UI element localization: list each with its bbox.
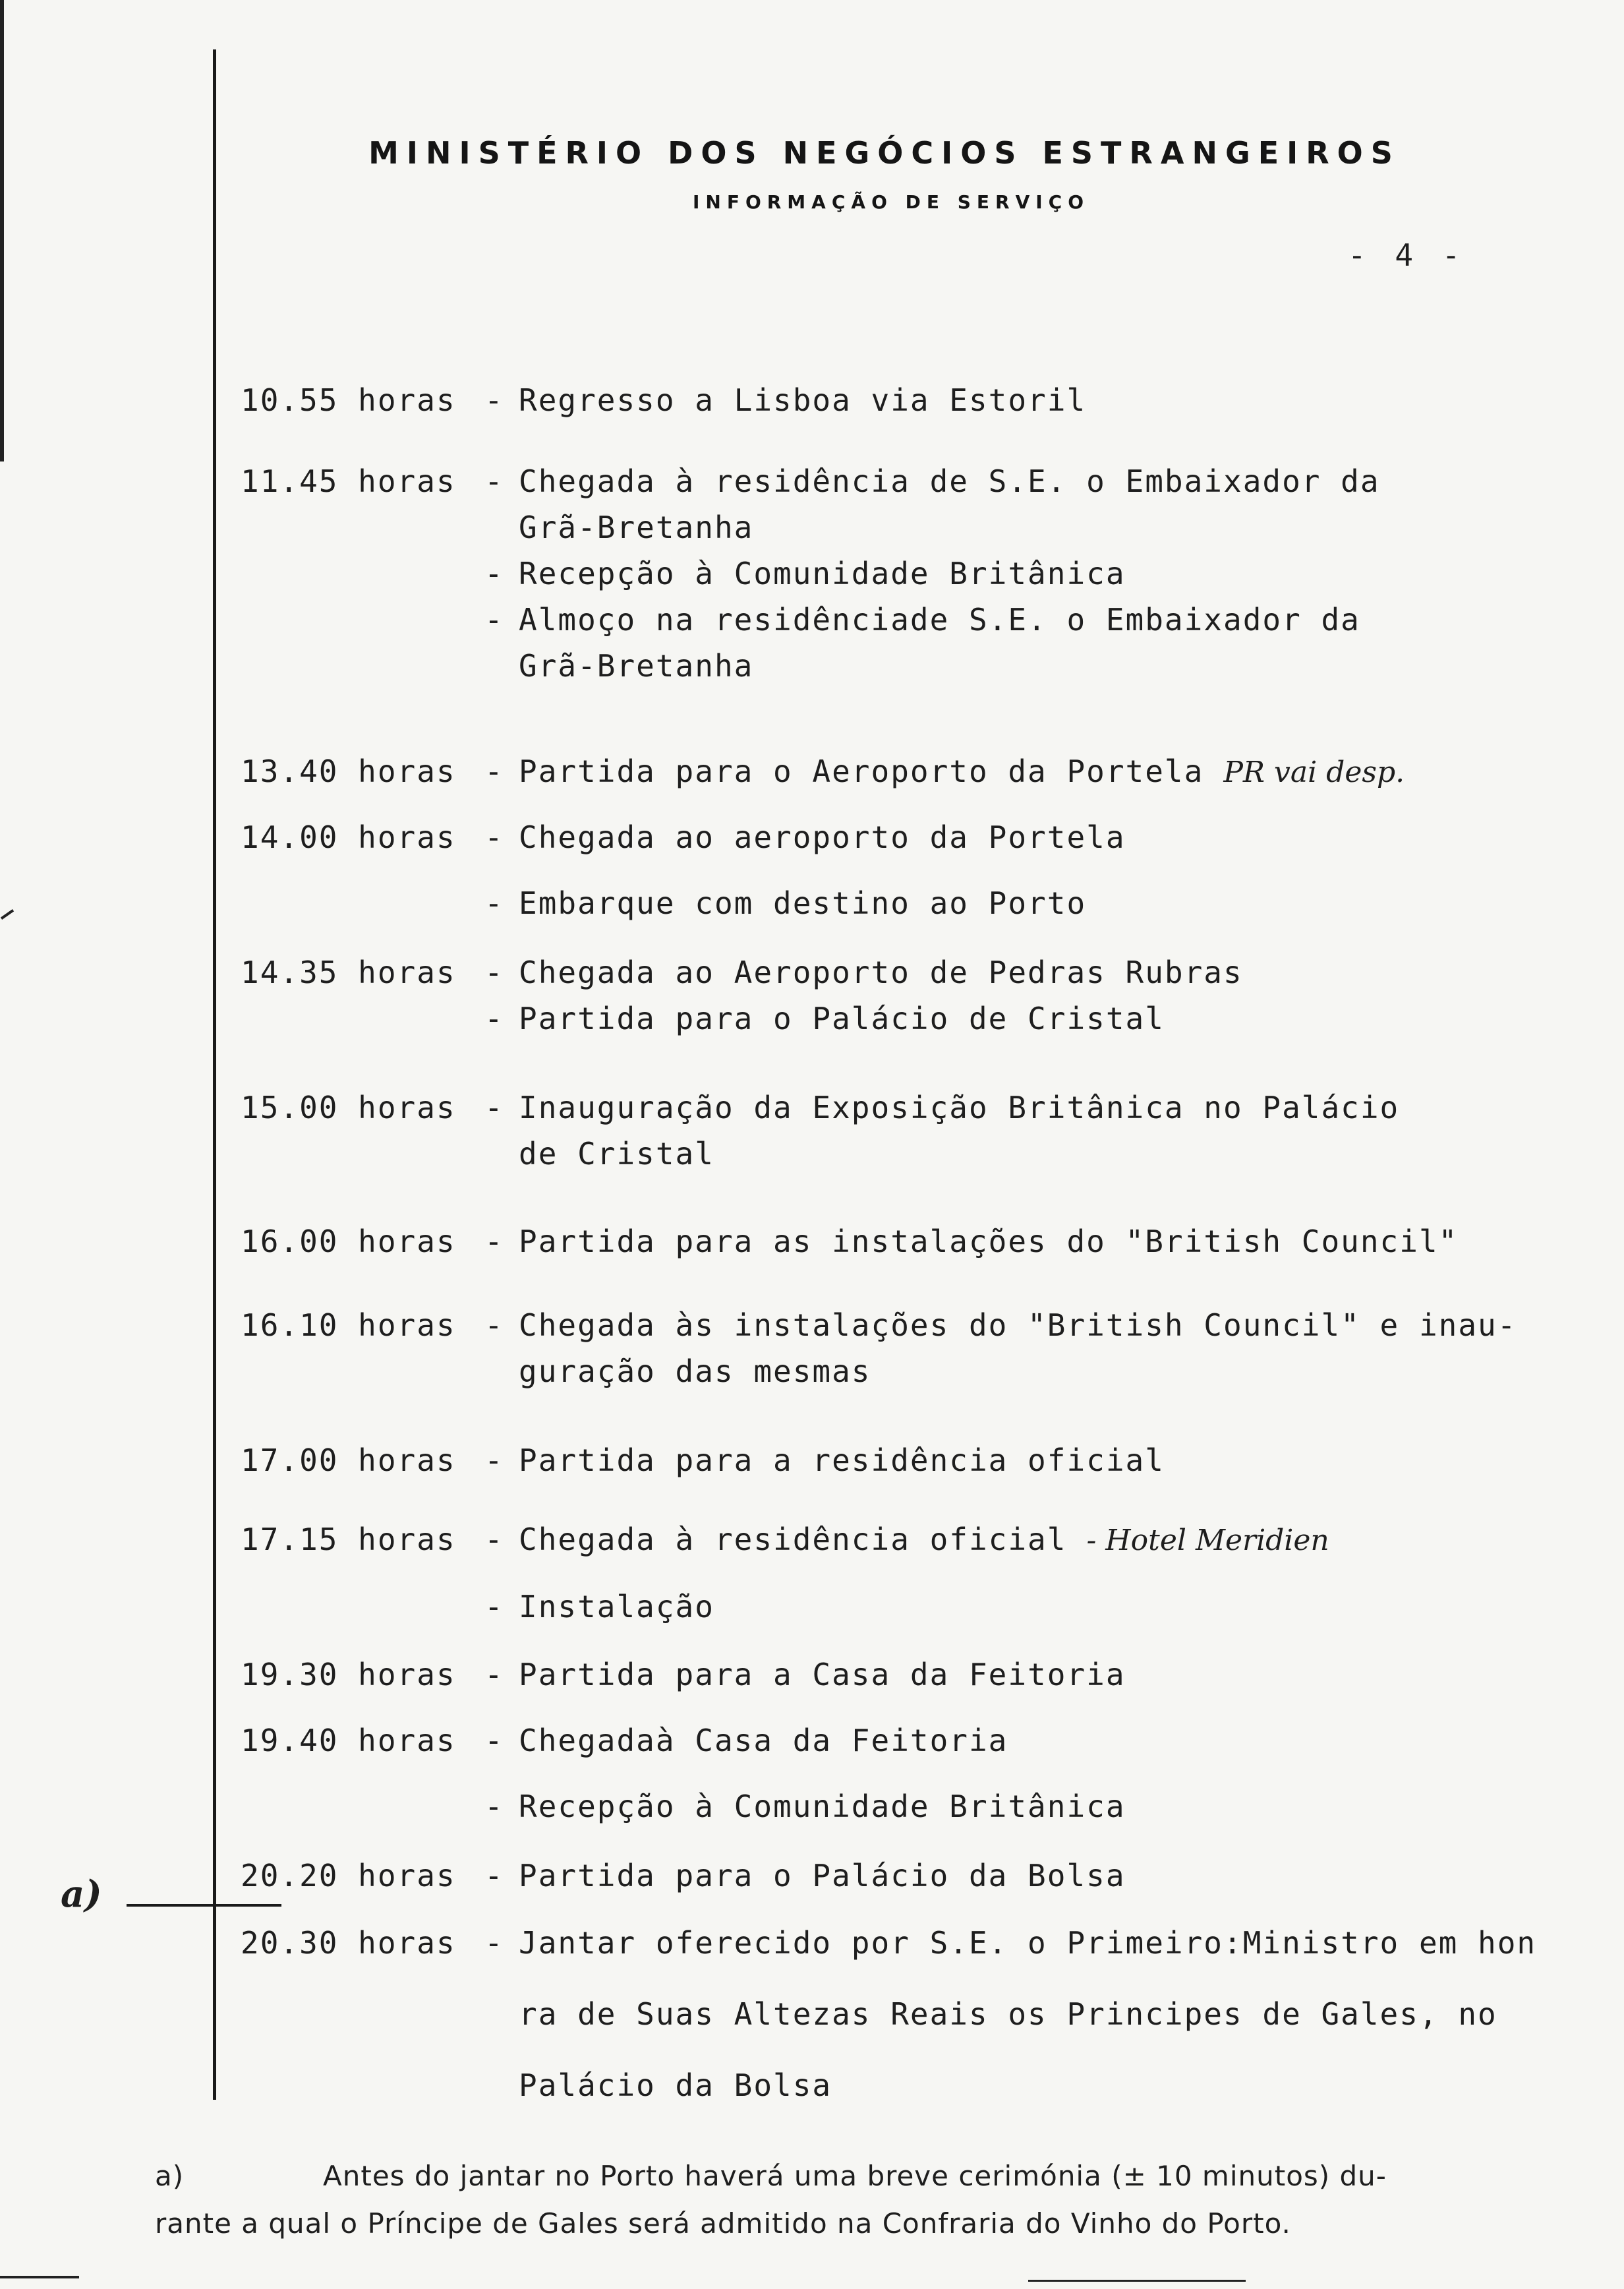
entry-description-continued: ra de Suas Altezas Reais os Principes de Gales, no [519, 1996, 1497, 2032]
entry-description-continued: guração das mesmas [519, 1353, 871, 1389]
schedule-entry: 17.15 horas - Chegada à residência oficial - Hotel Meridien - Instalação [241, 1516, 1559, 1630]
entry-time: 20.20 horas [241, 1858, 456, 1893]
entry-description: Partida para a Casa da Feitoria [519, 1657, 1126, 1692]
entry-description: Chegada às instalações do "British Council" e inau- [519, 1307, 1517, 1343]
entry-description: Regresso a Lisboa via Estoril [519, 382, 1087, 418]
schedule-entry: 16.10 horas - Chegada às instalações do "British Council" e inau- guração das mesmas [241, 1302, 1559, 1394]
entry-time: 13.40 horas [241, 754, 456, 789]
entry-time: 20.30 horas [241, 1925, 456, 1961]
margin-annotation: a) [61, 1872, 102, 1916]
schedule-entry: 14.00 horas - Chegada ao aeroporto da Portela - Embarque com destino ao Porto [241, 814, 1559, 926]
left-edge-mark [0, 0, 4, 461]
schedule-entry: 13.40 horas - Partida para o Aeroporto da Portela PR vai desp. [241, 748, 1559, 796]
entry-description: Chegada ao Aeroporto de Pedras Rubras [519, 955, 1243, 990]
bottom-edge-mark [1028, 2280, 1246, 2282]
schedule-entry: 10.55 horas - Regresso a Lisboa via Estoril [241, 377, 1559, 423]
schedule-entry: 16.00 horas - Partida para as instalações do "British Council" [241, 1218, 1559, 1264]
entry-description-continued: Palácio da Bolsa [519, 2067, 832, 2103]
schedule-entry: 19.30 horas - Partida para a Casa da Feitoria [241, 1651, 1559, 1698]
margin-vertical-line [213, 49, 216, 2100]
entry-description: Embarque com destino ao Porto [519, 885, 1087, 921]
schedule-entry: 11.45 horas - Chegada à residência de S.E. o Embaixador da Grã-Bretanha - Recepção à Comunidade Britânica - Almoço na residênciade S.E. o Embaixador da Grã-Bretanha [241, 458, 1559, 689]
entry-time: 16.00 horas [241, 1224, 456, 1259]
schedule-entry: 15.00 horas - Inauguração da Exposição Britânica no Palácio de Cristal [241, 1085, 1559, 1177]
entry-time: 14.35 horas [241, 955, 456, 990]
entry-time: 10.55 horas [241, 382, 456, 418]
handwritten-note: PR vai desp. [1223, 756, 1405, 789]
schedule-entry: 14.35 horas - Chegada ao Aeroporto de Pedras Rubras - Partida para o Palácio de Cristal [241, 949, 1559, 1042]
entry-description: Chegada à residência oficial [519, 1522, 1067, 1557]
entry-description: Inauguração da Exposição Britânica no Palácio [519, 1090, 1400, 1125]
entry-description: Chegada ao aeroporto da Portela [519, 819, 1126, 855]
entry-description: Partida para as instalações do "British Council" [519, 1224, 1459, 1259]
ministry-letterhead: MINISTÉRIO DOS NEGÓCIOS ESTRANGEIROS [368, 135, 1401, 171]
entry-description-continued: Grã-Bretanha [519, 510, 754, 545]
entry-time: 19.30 horas [241, 1657, 456, 1692]
entry-time: 17.00 horas [241, 1442, 456, 1478]
schedule-entry: 19.40 horas - Chegadaà Casa da Feitoria - Recepção à Comunidade Britânica [241, 1717, 1559, 1829]
service-information-subtitle: INFORMAÇÃO DE SERVIÇO [692, 191, 1090, 213]
entry-time: 17.15 horas [241, 1522, 456, 1557]
footnote-line: rante a qual o Príncipe de Gales será admitido na Confraria do Vinho do Porto. [155, 2207, 1291, 2240]
entry-time: 14.00 horas [241, 819, 456, 855]
entry-description: Partida para o Aeroporto da Portela [519, 754, 1204, 789]
entry-time: 11.45 horas [241, 463, 456, 499]
entry-time: 15.00 horas [241, 1090, 456, 1125]
entry-description: Partida para a residência oficial [519, 1442, 1165, 1478]
page-number: - 4 - [1348, 237, 1466, 273]
entry-description: Almoço na residênciade S.E. o Embaixador da [519, 602, 1360, 638]
handwritten-note: - Hotel Meridien [1086, 1524, 1329, 1557]
schedule-entry: 20.30 horas - Jantar oferecido por S.E. o Primeiro:Ministro em hon ra de Suas Altezas Reais os Principes de Gales, no Palácio da Bolsa [241, 1920, 1559, 2108]
entry-description: Chegada à residência de S.E. o Embaixador da [519, 463, 1380, 499]
entry-description: Recepção à Comunidade Britânica [519, 1789, 1126, 1824]
entry-description: Partida para o Palácio da Bolsa [519, 1858, 1126, 1893]
entry-description-continued: Grã-Bretanha [519, 648, 754, 684]
schedule-entry: 17.00 horas - Partida para a residência oficial [241, 1437, 1559, 1483]
left-edge-tick [1, 909, 14, 920]
entry-description: Chegadaà Casa da Feitoria [519, 1723, 1008, 1758]
entry-description: Jantar oferecido por S.E. o Primeiro:Ministro em hon [519, 1925, 1537, 1961]
bottom-edge-mark [0, 2276, 79, 2278]
margin-annotation-line [127, 1904, 281, 1907]
footnote-line: Antes do jantar no Porto haverá uma breve cerimónia (± 10 minutos) du- [323, 2160, 1387, 2192]
entry-description-continued: de Cristal [519, 1136, 714, 1172]
entry-time: 19.40 horas [241, 1723, 456, 1758]
footnote [155, 2153, 1539, 2247]
entry-time: 16.10 horas [241, 1307, 456, 1343]
entry-description: Recepção à Comunidade Britânica [519, 556, 1126, 591]
footnote-marker: a) [155, 2160, 185, 2192]
schedule-entry: 20.20 horas - Partida para o Palácio da Bolsa [241, 1853, 1559, 1899]
entry-description: Instalação [519, 1589, 714, 1624]
entry-description: Partida para o Palácio de Cristal [519, 1001, 1165, 1036]
